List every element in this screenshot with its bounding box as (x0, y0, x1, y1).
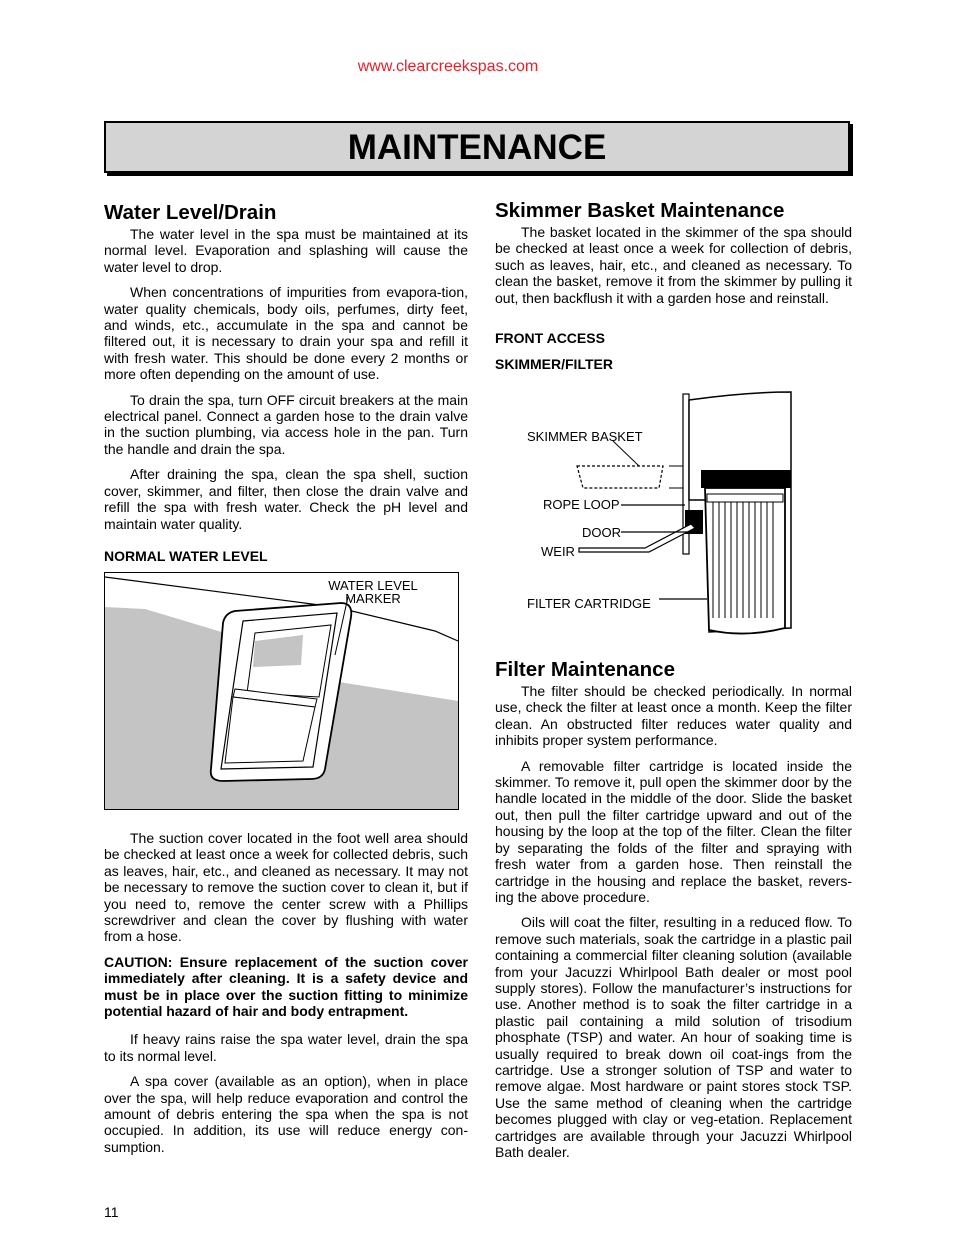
heavy-rain-paragraph: If heavy rains raise the spa water level, drain the spa to its normal level. (104, 1031, 468, 1064)
door-label: DOOR (582, 525, 621, 541)
water-level-illustration (105, 573, 458, 809)
skimmer-filter-subheading: SKIMMER/FILTER (495, 356, 613, 373)
title-banner (104, 121, 850, 173)
rope-loop-band (701, 470, 791, 488)
spa-cover-paragraph: A spa cover (available as an option), when in place over the spa, will help reduce evaporation and control the amount of debris entering the spa when the spa is not occupied. In addition, its use will reduce energy con-sumption. (104, 1073, 468, 1155)
water-level-label: WATER LEVEL (328, 577, 418, 593)
water-level-figure (104, 572, 459, 810)
right-column (495, 199, 852, 1169)
page-title: MAINTENANCE (347, 128, 607, 167)
skimmer-basket-outline (577, 466, 663, 488)
water-level-paragraph-4: After draining the spa, clean the spa shell, suction cover, skimmer, and filter, then close the drain valve and refill the spa with fresh water. Check the pH level and maintain water quality. (104, 466, 468, 532)
weir-label: WEIR (541, 544, 575, 560)
water-level-paragraph-1: The water level in the spa must be maintained at its normal level. Evaporation and splashing will cause the water level to drop. (104, 226, 468, 275)
filter-paragraph-1: The filter should be checked periodically. In normal use, check the filter at least once a month. Keep the filter clean. An obstructed filter reduces water quality and inhibits proper system performance. (495, 683, 852, 749)
left-column (104, 201, 468, 1164)
filter-paragraph-3: Oils will coat the filter, resulting in a reduced flow. To remove such materials, soak the cartridge in a plastic pail containing a commercial filter cleaning solution (available from your Jacuzzi Whirlpool Bath dealer or most pool supply stores). Follow the manufacturer’s instructions for use. Another method is to soak the filter cartridge in a plastic pail containing a mild solution of trisodium phosphate (TSP) and water. An hour of soaking time is usually required to break down oil coat-ings from the cartridge. Use a stronger solution of TSP and water to remove algae. Most hardware or paint stores stock TSP. Use the same method of cleaning when the cartridge becomes plugged with clay or veg-etation. Replacement cartridges are available through your Jacuzzi Whirlpool Bath dealer. (495, 914, 852, 1160)
skimmer-basket-paragraph: The basket located in the skimmer of the spa should be checked at least once a week for collection of debris, such as leaves, hair, etc., and cleaned as necessary. To clean the basket, remove it from the skimmer by pulling it out, then backflush it with a garden hose and reinstall. (495, 224, 852, 306)
filter-cartridge-label: FILTER CARTRIDGE (527, 596, 651, 612)
marker-label: MARKER (345, 590, 401, 606)
normal-water-level-subheading: NORMAL WATER LEVEL (104, 547, 268, 564)
water-level-heading: Water Level/Drain (104, 201, 277, 224)
front-access-subheading: FRONT ACCESS (495, 330, 605, 347)
skimmer-basket-heading: Skimmer Basket Maintenance (495, 199, 785, 222)
website-url[interactable]: www.clearcreekspas.com (357, 58, 539, 75)
skimmer-illustration (495, 382, 852, 650)
caution-text: CAUTION: Ensure replacement of the suction cover immediately after cleaning. It is a safety device and must be in place over the suction fitting to minimize potential hazard of hair and body entrapment. (104, 953, 468, 1019)
water-level-paragraph-2: When concentrations of impurities from evapora-tion, water quality chemicals, body oils, perfumes, dirty feet, and winds, etc., accumulate in the spa and cannot be filtered out, it is necessary to drain your spa and refill it with fresh water. This should be done every 2 months or more often depending on the amount of use. (104, 284, 468, 383)
filter-paragraph-2: A removable filter cartridge is located inside the skimmer. To remove it, pull open the skimmer door by the handle located in the middle of the door. Slide the basket out, then pull the filter cartridge upward and out of the housing by the loop at the top of the filter. Clean the filter by separating the folds of the filter and spraying with fresh water from a garden hose. Then reinstall the cartridge in the housing and replace the basket, revers-ing the above procedure. (495, 757, 852, 905)
page-number: 11 (104, 1204, 119, 1220)
rope-loop-label: ROPE LOOP (543, 497, 620, 513)
suction-cover-paragraph: The suction cover located in the foot well area should be checked at least once a week for collected debris, such as leaves, hair, etc., and cleaned as necessary. It may not be necessary to remove the suction cover to clean it, but if you need to, remove the center screw with a Phillips screwdriver and clean the cover by flushing with water from a hose. (104, 829, 468, 945)
filter-maintenance-heading: Filter Maintenance (495, 658, 675, 682)
water-level-paragraph-3: To drain the spa, turn OFF circuit breakers at the main electrical panel. Connect a garden hose to the drain valve in the suction plumbing, via access hole in the pan. Turn the handle and drain the spa. (104, 391, 468, 457)
skimmer-figure (495, 382, 852, 650)
skimmer-basket-label: SKIMMER BASKET (527, 429, 643, 445)
